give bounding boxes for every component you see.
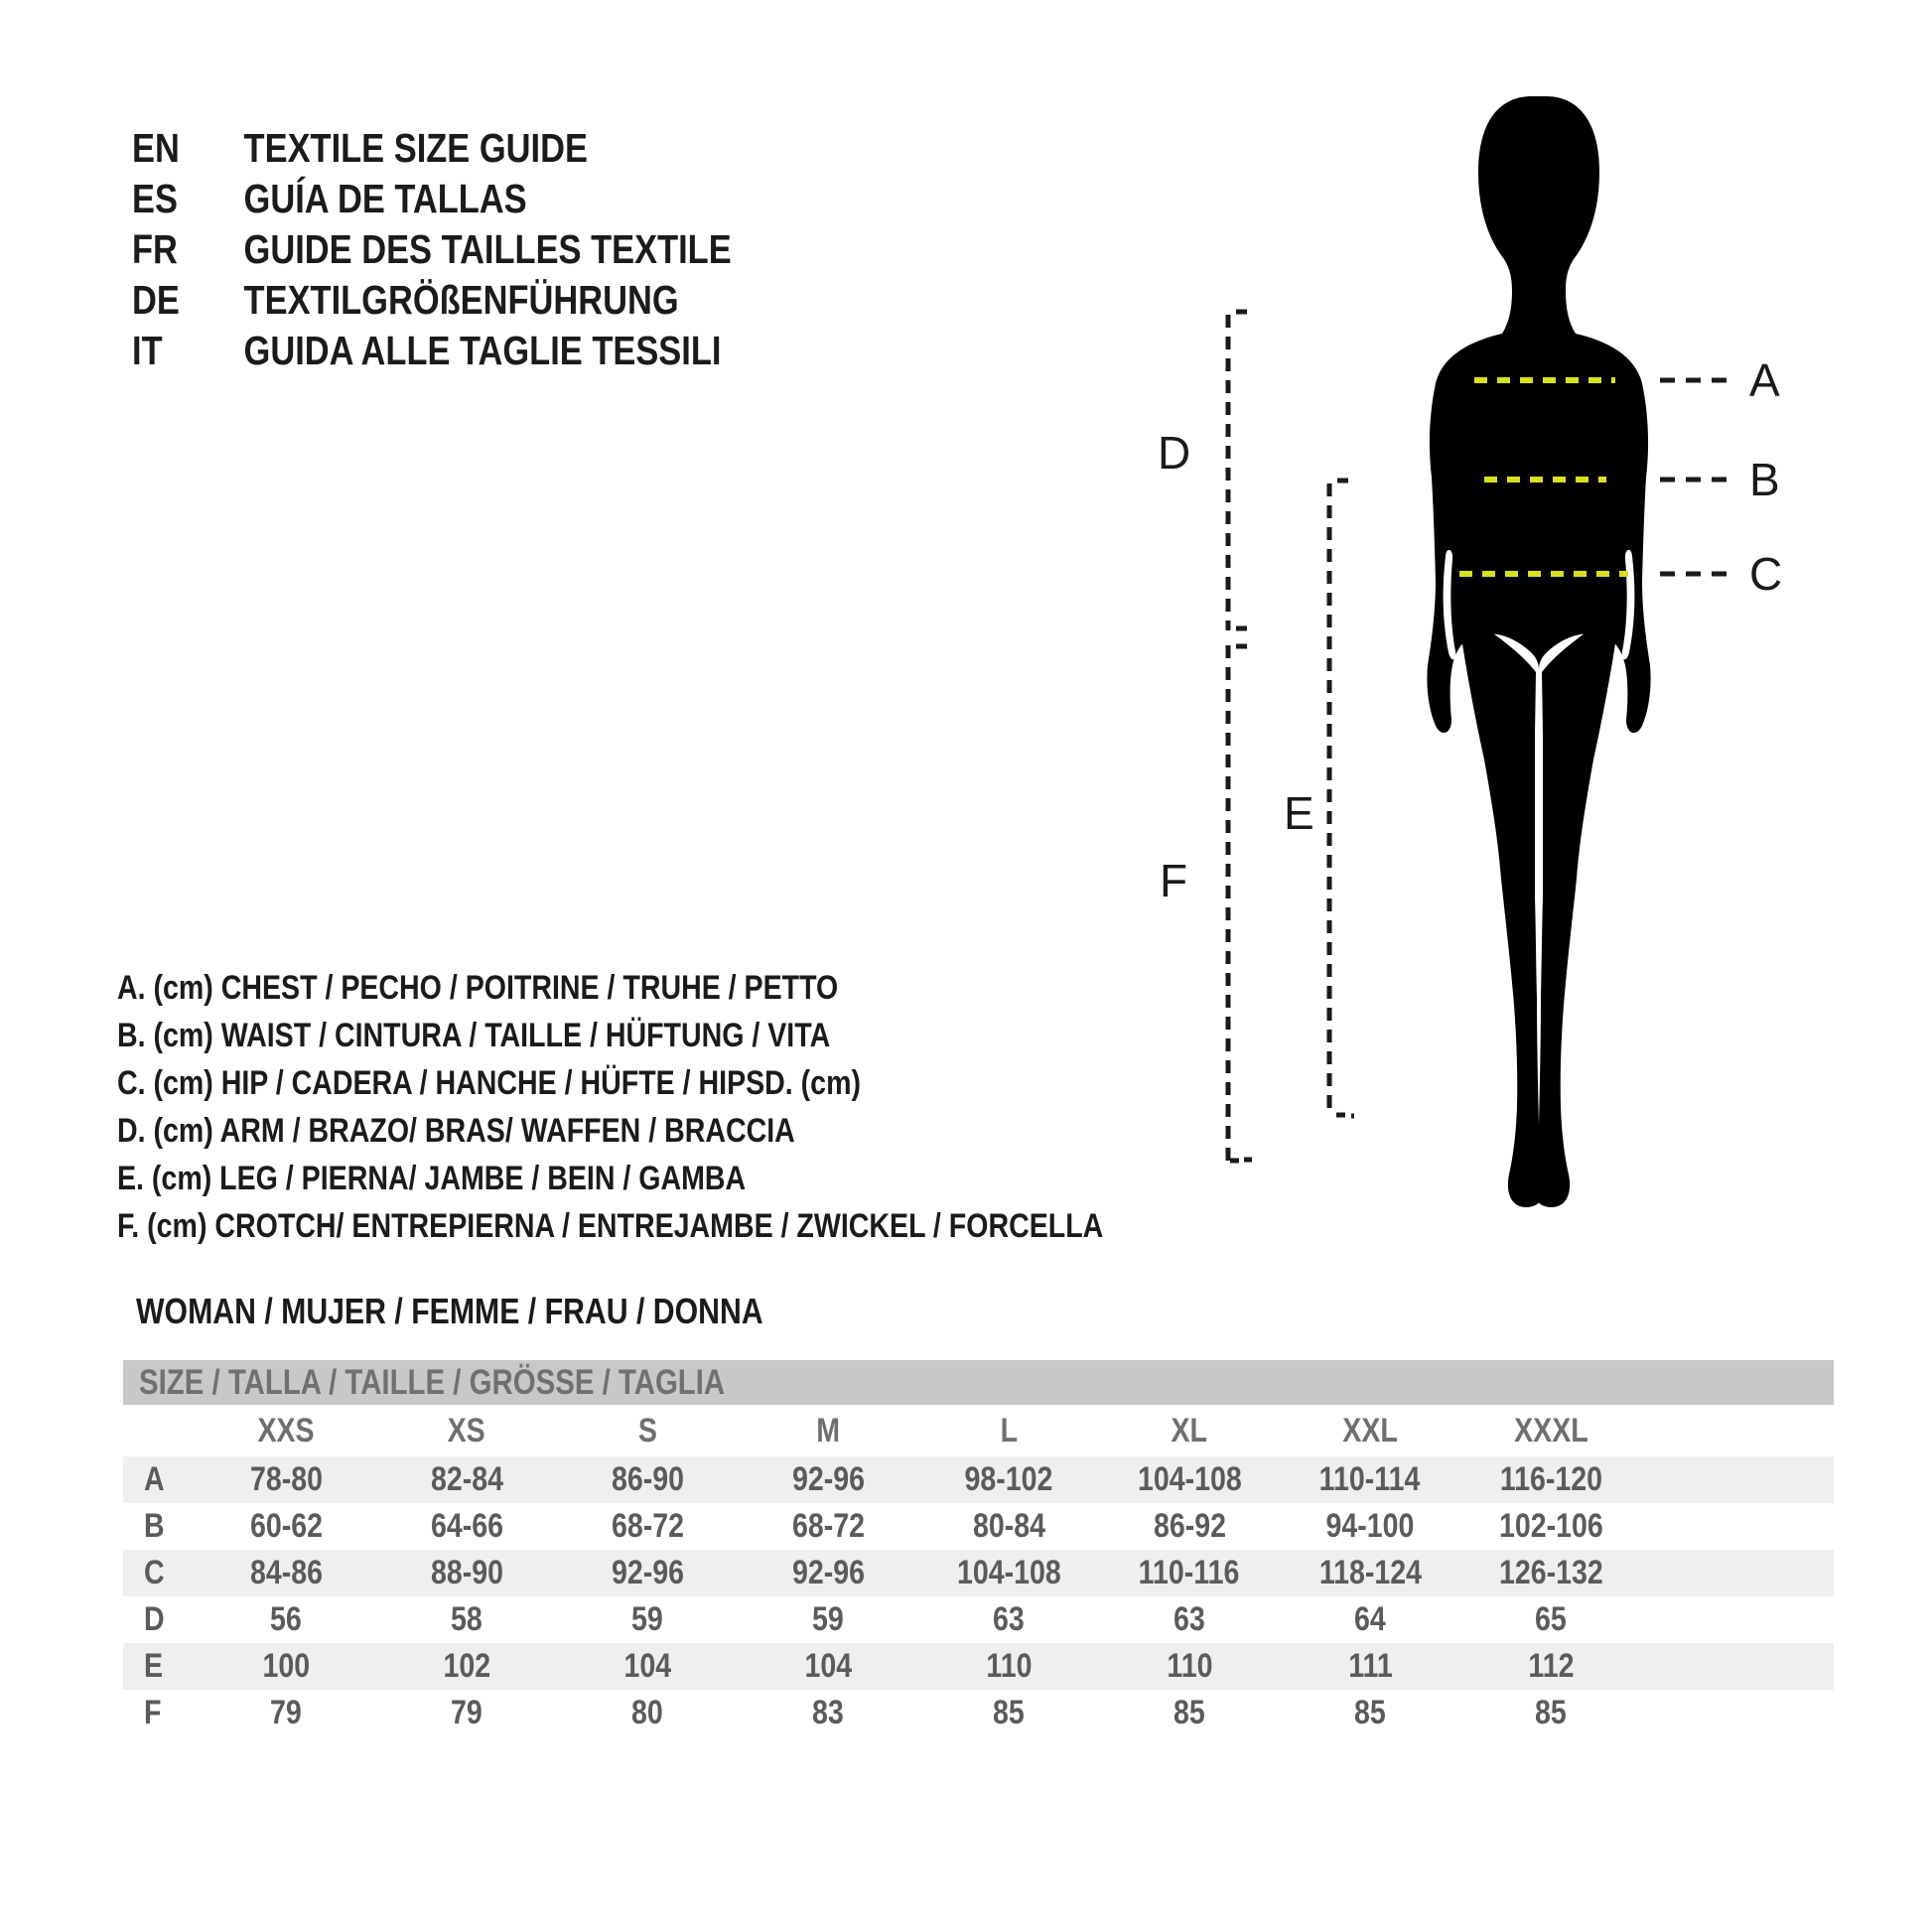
size-column-header xyxy=(1460,1412,1641,1450)
language-row-text xyxy=(132,326,721,376)
size-table-band xyxy=(123,1360,1834,1405)
value-text: 85 xyxy=(1535,1694,1567,1731)
legend-line xyxy=(117,1107,1291,1155)
legend-line-text: C. (cm) HIP / CADERA / HANCHE / HÜFTE / HIPSD. (cm) xyxy=(117,1064,861,1102)
value-cell xyxy=(918,1600,1099,1639)
row-label-cell xyxy=(123,1600,196,1639)
label-e: E xyxy=(1284,787,1314,839)
value-text: 59 xyxy=(812,1600,844,1638)
row-label-text: F xyxy=(144,1694,162,1731)
value-cell xyxy=(738,1507,918,1546)
value-cell xyxy=(1099,1507,1280,1546)
language-row xyxy=(132,123,846,174)
value-text: 88-90 xyxy=(430,1554,503,1591)
value-text: 92-96 xyxy=(791,1554,865,1591)
value-cell xyxy=(1099,1554,1280,1592)
language-title: GUIDE DES TAILLES TEXTILE xyxy=(243,226,732,272)
label-c: C xyxy=(1749,548,1783,600)
value-cell xyxy=(1460,1647,1641,1686)
table-row xyxy=(123,1550,1834,1596)
value-cell xyxy=(1460,1460,1641,1499)
value-cell xyxy=(376,1460,557,1499)
value-cell xyxy=(1460,1507,1641,1546)
value-text: 110 xyxy=(1166,1647,1213,1685)
silhouette-right-leg xyxy=(1535,611,1620,1207)
size-table xyxy=(123,1360,1834,1736)
value-text: 63 xyxy=(993,1600,1025,1638)
value-text: 83 xyxy=(812,1694,844,1731)
value-text: 100 xyxy=(262,1647,310,1685)
value-text: 56 xyxy=(270,1600,302,1638)
value-text: 85 xyxy=(1173,1694,1205,1731)
value-cell xyxy=(557,1554,738,1592)
value-cell xyxy=(1460,1694,1641,1732)
value-text: 110-116 xyxy=(1139,1554,1240,1591)
value-text: 118-124 xyxy=(1318,1554,1422,1591)
row-label-text: D xyxy=(144,1600,165,1638)
silhouette-left-leg xyxy=(1457,611,1543,1207)
row-label-text: E xyxy=(144,1647,164,1685)
size-column-header-text: M xyxy=(816,1411,840,1449)
language-row xyxy=(132,224,846,275)
value-cell xyxy=(1280,1554,1460,1592)
legend-line-text: B. (cm) WAIST / CINTURA / TAILLE / HÜFTUNG / VITA xyxy=(117,1017,831,1054)
size-column-header xyxy=(196,1412,376,1450)
size-column-header-text: XXXL xyxy=(1513,1411,1588,1449)
value-text: 110 xyxy=(985,1647,1033,1685)
value-cell xyxy=(557,1647,738,1686)
row-label-cell xyxy=(123,1694,196,1732)
value-text: 102-106 xyxy=(1498,1507,1603,1545)
value-cell xyxy=(196,1647,376,1686)
value-text: 92-96 xyxy=(611,1554,684,1591)
language-code: IT xyxy=(132,328,163,373)
table-row xyxy=(123,1596,1834,1643)
value-text: 94-100 xyxy=(1325,1507,1415,1545)
language-row-text xyxy=(132,174,527,224)
legend-line xyxy=(117,1012,1291,1059)
value-cell xyxy=(1280,1600,1460,1639)
value-text: 86-92 xyxy=(1153,1507,1226,1545)
value-text: 58 xyxy=(451,1600,483,1638)
value-cell xyxy=(1099,1647,1280,1686)
abc-extension-dashes xyxy=(1660,380,1734,574)
size-column-header-text: XL xyxy=(1171,1411,1208,1449)
value-cell xyxy=(738,1647,918,1686)
measurement-legend xyxy=(117,964,1291,1250)
value-text: 64-66 xyxy=(430,1507,503,1545)
language-row xyxy=(132,326,846,376)
value-cell xyxy=(738,1694,918,1732)
language-code: DE xyxy=(132,277,180,323)
label-f: F xyxy=(1160,855,1188,906)
value-cell xyxy=(1099,1460,1280,1499)
row-label-text: B xyxy=(144,1507,165,1545)
value-text: 86-90 xyxy=(611,1460,684,1498)
value-text: 98-102 xyxy=(964,1460,1053,1498)
value-cell xyxy=(738,1460,918,1499)
value-cell xyxy=(1280,1647,1460,1686)
table-row xyxy=(123,1456,1834,1503)
audience-heading xyxy=(136,1291,883,1332)
value-cell xyxy=(918,1694,1099,1732)
language-row xyxy=(132,174,846,224)
value-cell xyxy=(196,1600,376,1639)
value-cell xyxy=(376,1554,557,1592)
value-cell xyxy=(1280,1507,1460,1546)
language-title: GUÍA DE TALLAS xyxy=(243,176,527,221)
value-cell xyxy=(557,1694,738,1732)
size-column-header-text: XS xyxy=(447,1411,486,1449)
language-row xyxy=(132,275,846,326)
value-cell xyxy=(557,1507,738,1546)
value-text: 104-108 xyxy=(1137,1460,1242,1498)
silhouette-torso xyxy=(1427,96,1650,733)
table-row xyxy=(123,1690,1834,1736)
language-code: ES xyxy=(132,176,178,221)
size-table-body xyxy=(123,1456,1834,1736)
legend-line xyxy=(117,1202,1291,1250)
value-text: 84-86 xyxy=(249,1554,323,1591)
size-column-header-text: L xyxy=(1000,1411,1018,1449)
language-row-text xyxy=(132,224,732,275)
value-cell xyxy=(376,1694,557,1732)
value-cell xyxy=(196,1694,376,1732)
row-label-cell xyxy=(123,1460,196,1499)
value-cell xyxy=(1280,1694,1460,1732)
legend-line-text: E. (cm) LEG / PIERNA/ JAMBE / BEIN / GAMBA xyxy=(117,1160,747,1197)
language-title-block xyxy=(132,123,846,376)
size-header-row xyxy=(123,1405,1834,1456)
size-column-header xyxy=(918,1412,1099,1450)
language-title: GUIDA ALLE TAGLIE TESSILI xyxy=(243,328,722,373)
value-cell xyxy=(1460,1554,1641,1592)
audience-text: WOMAN / MUJER / FEMME / FRAU / DONNA xyxy=(136,1291,763,1331)
value-text: 126-132 xyxy=(1498,1554,1603,1591)
row-label-cell xyxy=(123,1647,196,1686)
value-cell xyxy=(918,1460,1099,1499)
value-text: 80-84 xyxy=(972,1507,1045,1545)
value-text: 64 xyxy=(1354,1600,1386,1638)
row-label-cell xyxy=(123,1554,196,1592)
value-text: 104-108 xyxy=(956,1554,1061,1591)
label-b: B xyxy=(1749,454,1780,505)
value-text: 111 xyxy=(1347,1647,1393,1685)
value-text: 78-80 xyxy=(249,1460,323,1498)
size-table-band-label: SIZE / TALLA / TAILLE / GRÖSSE / TAGLIA xyxy=(139,1363,726,1402)
value-cell xyxy=(557,1460,738,1499)
row-label-text: C xyxy=(144,1554,165,1591)
value-cell xyxy=(918,1507,1099,1546)
legend-line-text: D. (cm) ARM / BRAZO/ BRAS/ WAFFEN / BRACCIA xyxy=(117,1112,795,1150)
size-column-header xyxy=(557,1412,738,1450)
value-text: 80 xyxy=(631,1694,663,1731)
language-code: EN xyxy=(132,125,180,171)
value-cell xyxy=(1099,1600,1280,1639)
language-title: TEXTILE SIZE GUIDE xyxy=(243,125,588,171)
language-title: TEXTILGRÖßENFÜHRUNG xyxy=(243,277,679,323)
value-text: 79 xyxy=(270,1694,302,1731)
value-cell xyxy=(196,1460,376,1499)
size-column-header xyxy=(376,1412,557,1450)
value-text: 85 xyxy=(1354,1694,1386,1731)
value-text: 104 xyxy=(804,1647,852,1685)
language-code: FR xyxy=(132,226,178,272)
value-cell xyxy=(918,1554,1099,1592)
value-text: 112 xyxy=(1527,1647,1575,1685)
value-cell xyxy=(376,1507,557,1546)
size-column-header xyxy=(738,1412,918,1450)
value-cell xyxy=(196,1507,376,1546)
value-cell xyxy=(1099,1694,1280,1732)
value-text: 116-120 xyxy=(1499,1460,1602,1498)
language-row-text xyxy=(132,275,679,326)
value-cell xyxy=(918,1647,1099,1686)
value-text: 82-84 xyxy=(430,1460,503,1498)
value-text: 102 xyxy=(443,1647,490,1685)
language-row-text xyxy=(132,123,588,174)
size-column-header xyxy=(1099,1412,1280,1450)
woman-silhouette xyxy=(1427,96,1650,1207)
value-text: 68-72 xyxy=(791,1507,865,1545)
size-column-header-text: XXL xyxy=(1342,1411,1398,1449)
value-cell xyxy=(1460,1600,1641,1639)
value-text: 85 xyxy=(993,1694,1025,1731)
value-text: 60-62 xyxy=(249,1507,323,1545)
value-cell xyxy=(738,1600,918,1639)
legend-line xyxy=(117,1155,1291,1202)
legend-line-text: F. (cm) CROTCH/ ENTREPIERNA / ENTREJAMBE / ZWICKEL / FORCELLA xyxy=(117,1207,1104,1245)
value-text: 79 xyxy=(451,1694,483,1731)
size-column-header-text: S xyxy=(637,1411,657,1449)
size-column-header-text: XXS xyxy=(257,1411,315,1449)
table-row xyxy=(123,1643,1834,1690)
legend-line xyxy=(117,1059,1291,1107)
value-text: 68-72 xyxy=(611,1507,684,1545)
label-a: A xyxy=(1749,354,1780,406)
legend-line xyxy=(117,964,1291,1012)
value-text: 92-96 xyxy=(791,1460,865,1498)
value-cell xyxy=(376,1647,557,1686)
value-text: 63 xyxy=(1173,1600,1205,1638)
value-text: 104 xyxy=(623,1647,671,1685)
value-cell xyxy=(196,1554,376,1592)
value-cell xyxy=(376,1600,557,1639)
row-label-cell xyxy=(123,1507,196,1546)
value-cell xyxy=(557,1600,738,1639)
value-text: 65 xyxy=(1535,1600,1567,1638)
value-text: 110-114 xyxy=(1319,1460,1421,1498)
table-row xyxy=(123,1503,1834,1550)
legend-line-text: A. (cm) CHEST / PECHO / POITRINE / TRUHE / PETTO xyxy=(117,969,839,1007)
value-text: 59 xyxy=(631,1600,663,1638)
value-cell xyxy=(738,1554,918,1592)
label-d: D xyxy=(1158,427,1191,479)
value-cell xyxy=(1280,1460,1460,1499)
size-column-header xyxy=(1280,1412,1460,1450)
row-label-text: A xyxy=(144,1460,165,1498)
